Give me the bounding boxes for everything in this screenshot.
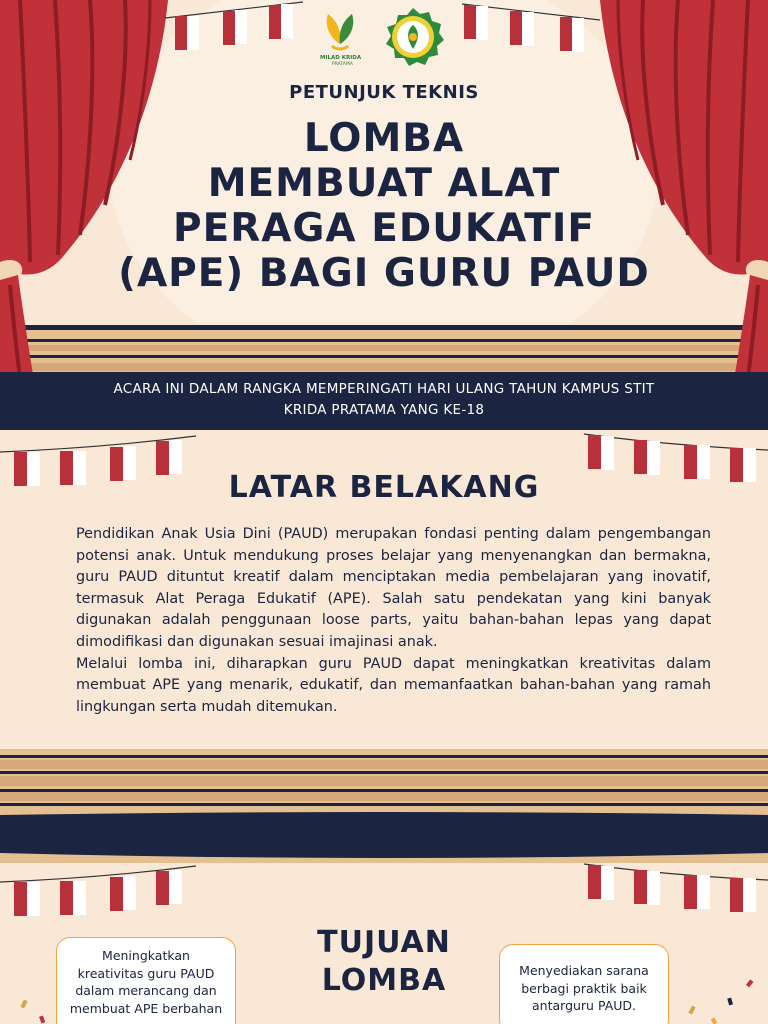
hero-section <box>0 0 768 430</box>
milad-krida-pratama-logo <box>310 8 370 68</box>
header-logos <box>310 8 450 68</box>
event-banner-line: KRIDA PRATAMA YANG KE-18 <box>283 402 485 418</box>
confetti-decoration <box>0 960 768 1024</box>
title-line: MEMBUAT ALAT <box>207 161 561 206</box>
goal-card-line: Menyediakan sarana <box>519 963 649 978</box>
goal-card-line: antarguru PAUD. <box>532 998 636 1013</box>
logo-caption-top: MILAD KRIDA <box>320 55 362 61</box>
goals-heading-line: TUJUAN <box>317 925 451 960</box>
stit-krida-pratama-seal <box>382 6 444 68</box>
event-banner <box>0 372 768 430</box>
logo-caption-bottom: PRATAMA <box>332 62 353 67</box>
title-line: PERAGA EDUKATIF <box>172 206 596 251</box>
title-line: (APE) BAGI GURU PAUD <box>118 251 650 296</box>
background-body <box>76 524 711 718</box>
goal-card-line: berbagi praktik baik <box>521 980 647 996</box>
goal-card-line: kreativitas guru PAUD <box>77 965 215 981</box>
goal-card-line: Meningkatkan <box>102 948 190 963</box>
document-subtitle: PETUNJUK TEKNIS <box>289 82 479 103</box>
background-paragraph: Pendidikan Anak Usia Dini (PAUD) merupakan fondasi penting dalam pengembangan potensi anak. Untuk mendukung proses belajar yang menyenangkan dan bermakna, guru PAUD dituntut kreatif dalam menciptakan media pembelajaran yang inovatif, termasuk Alat Peraga Edukatif (APE). Salah satu pendekatan yang kini banyak digunakan adalah penggunaan loose parts, yaitu bahan-bahan lepas yang dapat dimodifikasi dan digunakan sesuai imajinasi anak. <box>76 526 711 650</box>
goal-card-line: dalam merancang dan <box>75 983 217 998</box>
title-line: LOMBA <box>303 116 465 161</box>
background-paragraph: Melalui lomba ini, diharapkan guru PAUD dapat meningkatkan kreativitas dalam membuat APE yang menarik, edukatif, dan memanfaatkan bahan-bahan yang ramah lingkungan serta mudah ditemukan. <box>76 655 711 715</box>
event-banner-line: ACARA INI DALAM RANGKA MEMPERINGATI HARI ULANG TAHUN KAMPUS STIT <box>113 381 655 397</box>
bunting-bottom-left <box>0 862 200 924</box>
bunting-bottom-right <box>580 860 768 922</box>
document-title <box>0 116 768 296</box>
stage-floor-divider <box>0 745 768 863</box>
background-heading: LATAR BELAKANG <box>228 470 540 505</box>
goal-card-line: membuat APE berbahan <box>69 1000 223 1016</box>
goals-heading-line: LOMBA <box>321 963 447 998</box>
bunting-top-right <box>460 0 600 60</box>
bunting-top-left <box>165 0 305 60</box>
